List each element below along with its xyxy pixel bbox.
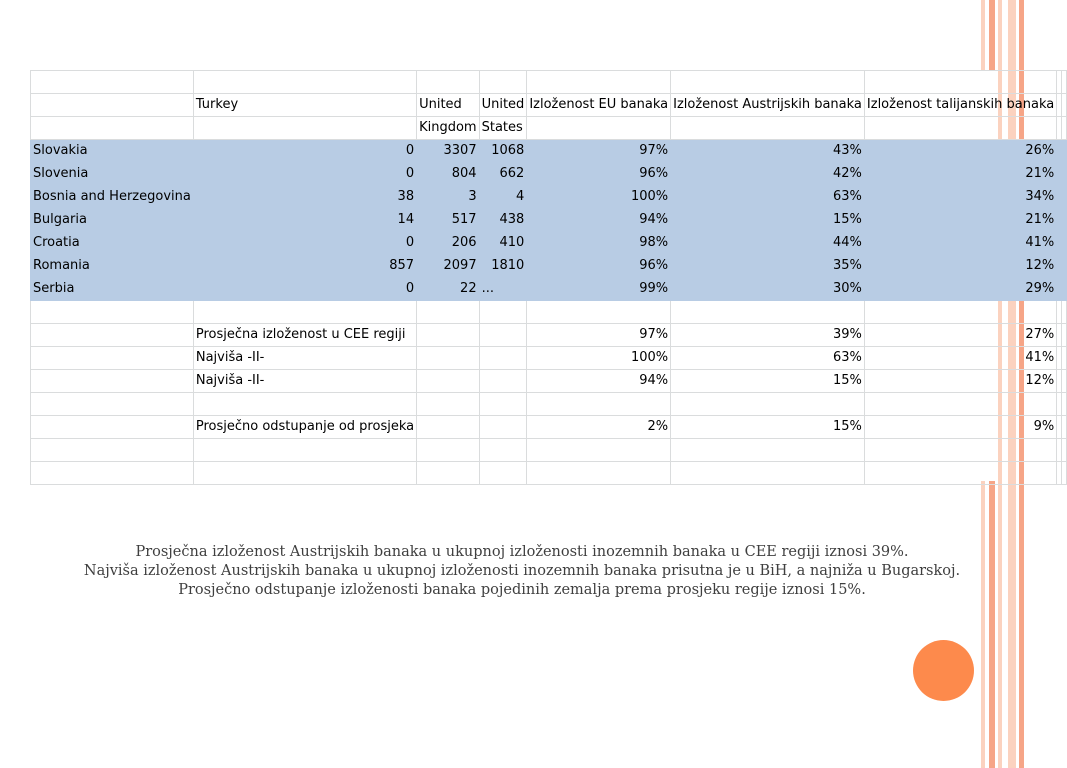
deviation-label: Prosječno odstupanje od prosjeka (193, 416, 416, 439)
table-row: Serbia 0 22 ... 99% 30% 29% (31, 278, 1067, 301)
header-row-2: Kingdom States (31, 117, 1067, 140)
summary-label: Najviša -II- (193, 370, 416, 393)
table-row: Slovenia 0 804 662 96% 42% 21% (31, 163, 1067, 186)
spacer-row (31, 71, 1067, 94)
header-row (31, 94, 1067, 117)
spacer-row (31, 393, 1067, 416)
country-cell: Romania (31, 255, 194, 278)
spacer-row (31, 462, 1067, 485)
caption-line-1: Prosječna izloženost Austrijskih banaka u ukupnoj izloženosti inozemnih banaka u CEE regiji iznosi 39%. (135, 544, 909, 560)
spacer-row (31, 301, 1067, 324)
spreadsheet-image (30, 70, 1055, 481)
table-row: Bosnia and Herzegovina 38 3 4 100% 63% 34% (31, 186, 1067, 209)
slide-caption (70, 543, 974, 600)
table-row: Croatia 0 206 410 98% 44% 41% (31, 232, 1067, 255)
col-header-turkey: Turkey (193, 94, 416, 117)
spacer-row (31, 439, 1067, 462)
country-cell: Croatia (31, 232, 194, 255)
decor-circle (913, 640, 974, 701)
deviation-row: Prosječno odstupanje od prosjeka 2% 15% 9% (31, 416, 1067, 439)
summary-row-average: Prosječna izloženost u CEE regiji 97% 39% 27% (31, 324, 1067, 347)
country-cell: Bulgaria (31, 209, 194, 232)
col-header-eu: Izloženost EU banaka (527, 94, 671, 117)
country-cell: Slovenia (31, 163, 194, 186)
exposure-table (30, 70, 1067, 485)
col-header-austrian: Izloženost Austrijskih banaka (671, 94, 865, 117)
col-header-italian: Izloženost talijanskih banaka (864, 94, 1056, 117)
summary-row-highest: Najviša -II- 100% 63% 41% (31, 347, 1067, 370)
col-header-uk: United (417, 94, 480, 117)
summary-label: Prosječna izloženost u CEE regiji (193, 324, 416, 347)
table-row: Bulgaria 14 517 438 94% 15% 21% (31, 209, 1067, 232)
caption-line-3: Prosječno odstupanje izloženosti banaka pojedinih zemalja prema prosjeku regije iznosi 15%. (178, 582, 866, 598)
table-row: Romania 857 2097 1810 96% 35% 12% (31, 255, 1067, 278)
col-header-us: United (479, 94, 527, 117)
summary-row-lowest: Najviša -II- 94% 15% 12% (31, 370, 1067, 393)
country-cell: Bosnia and Herzegovina (31, 186, 194, 209)
caption-line-2: Najviša izloženost Austrijskih banaka u ukupnoj izloženosti inozemnih banaka prisutna je u BiH, a najniža u Bugarskoj. (83, 563, 961, 579)
table-row: Slovakia 0 3307 1068 97% 43% 26% (31, 140, 1067, 163)
summary-label: Najviša -II- (193, 347, 416, 370)
country-cell: Serbia (31, 278, 194, 301)
country-cell: Slovakia (31, 140, 194, 163)
